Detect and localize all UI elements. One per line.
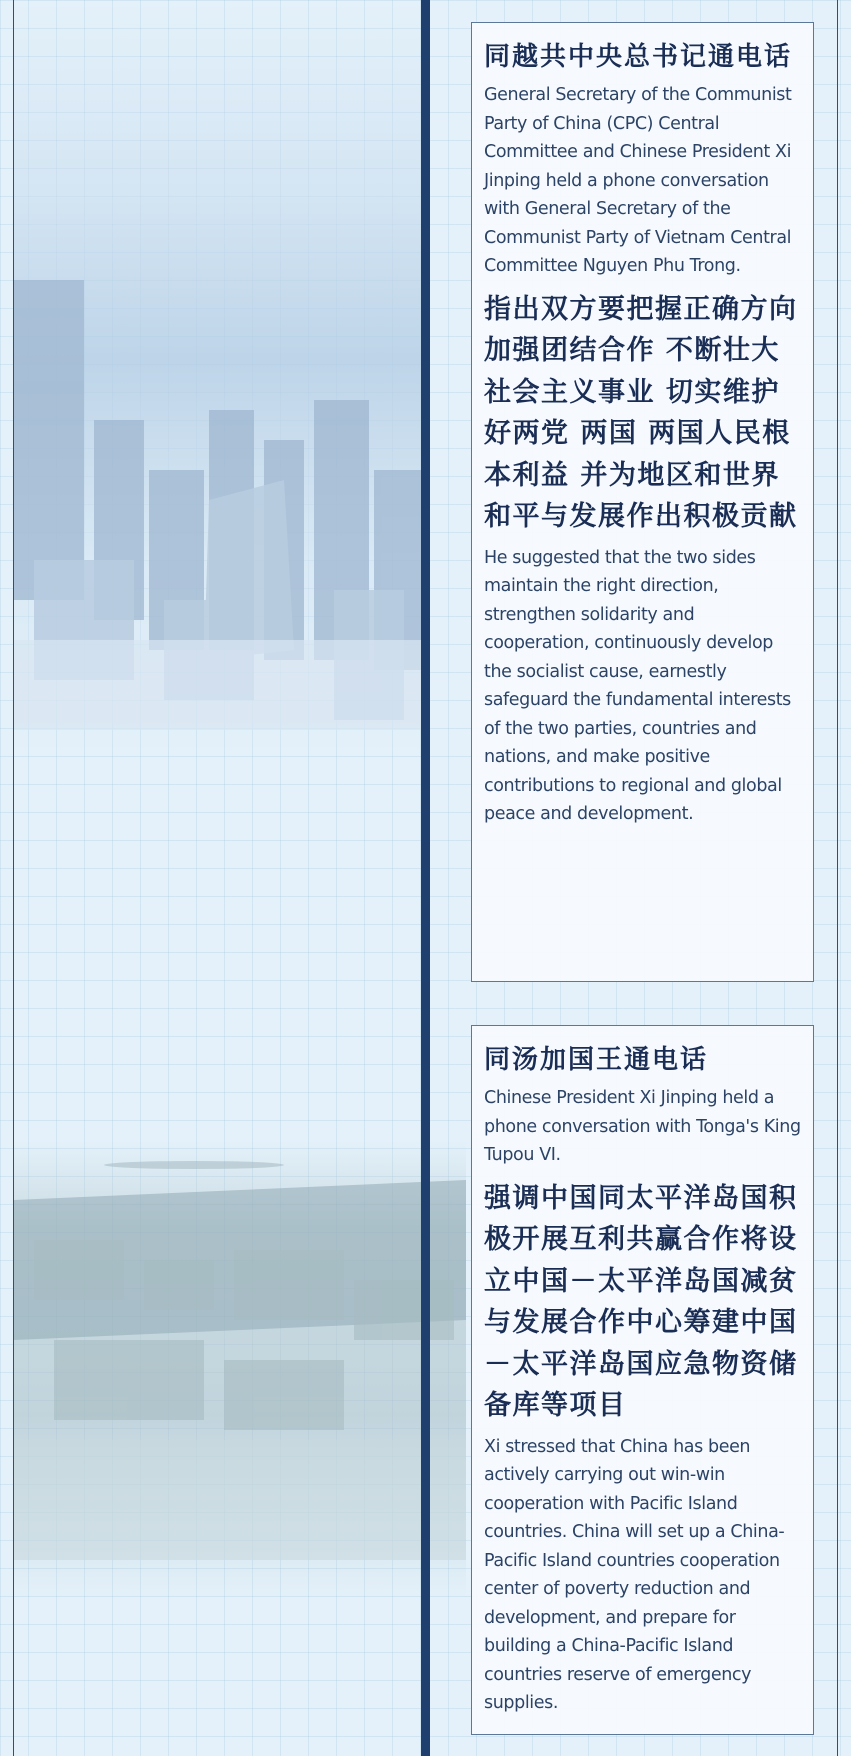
card-headline: 指出双方要把握正确方向 加强团结合作 不断壮大社会主义事业 切实维护好两党 两国 两国人民根本利益 并为地区和世界和平与发展作出积极贡献 bbox=[484, 293, 798, 532]
card-detail: He suggested that the two sides maintain the right direction, strengthen solidarity and cooperation, continuously develop the socialist cause, earnestly safeguard the fundamental interests of the two parties, countries and nations, and make positive contributions to regional and global peace and development. bbox=[484, 547, 791, 824]
river-city-photo bbox=[14, 1140, 466, 1600]
card-summary: Chinese President Xi Jinping held a phone conversation with Tonga's King Tupou VI. bbox=[484, 1088, 801, 1165]
news-card-tonga bbox=[471, 1025, 814, 1735]
card-summary: General Secretary of the Communist Party of China (CPC) Central Committee and Chinese President Xi Jinping held a phone conversation with General Secretary of the Communist Party of Vietnam Central Committee Nguyen Phu Trong. bbox=[484, 85, 792, 276]
vertical-divider-bar bbox=[421, 0, 430, 1756]
news-card-vietnam bbox=[471, 22, 814, 982]
card-title: 同越共中央总书记通电话 bbox=[484, 42, 793, 72]
card-headline: 强调中国同太平洋岛国积极开展互利共赢合作将设立中国－太平洋岛国减贫与发展合作中心筹建中国－太平洋岛国应急物资储备库等项目 bbox=[484, 1182, 798, 1421]
card-detail: Xi stressed that China has been actively carrying out win-win cooperation with Pacific Island countries. China will set up a China-Pacific Island countries cooperation center of poverty reduction and development, and prepare for building a China-Pacific Island countries reserve of emergency supplies. bbox=[484, 1436, 785, 1713]
right-frame-line bbox=[837, 0, 838, 1756]
card-title: 同汤加国王通电话 bbox=[484, 1045, 709, 1075]
city-skyline-photo bbox=[14, 0, 421, 800]
